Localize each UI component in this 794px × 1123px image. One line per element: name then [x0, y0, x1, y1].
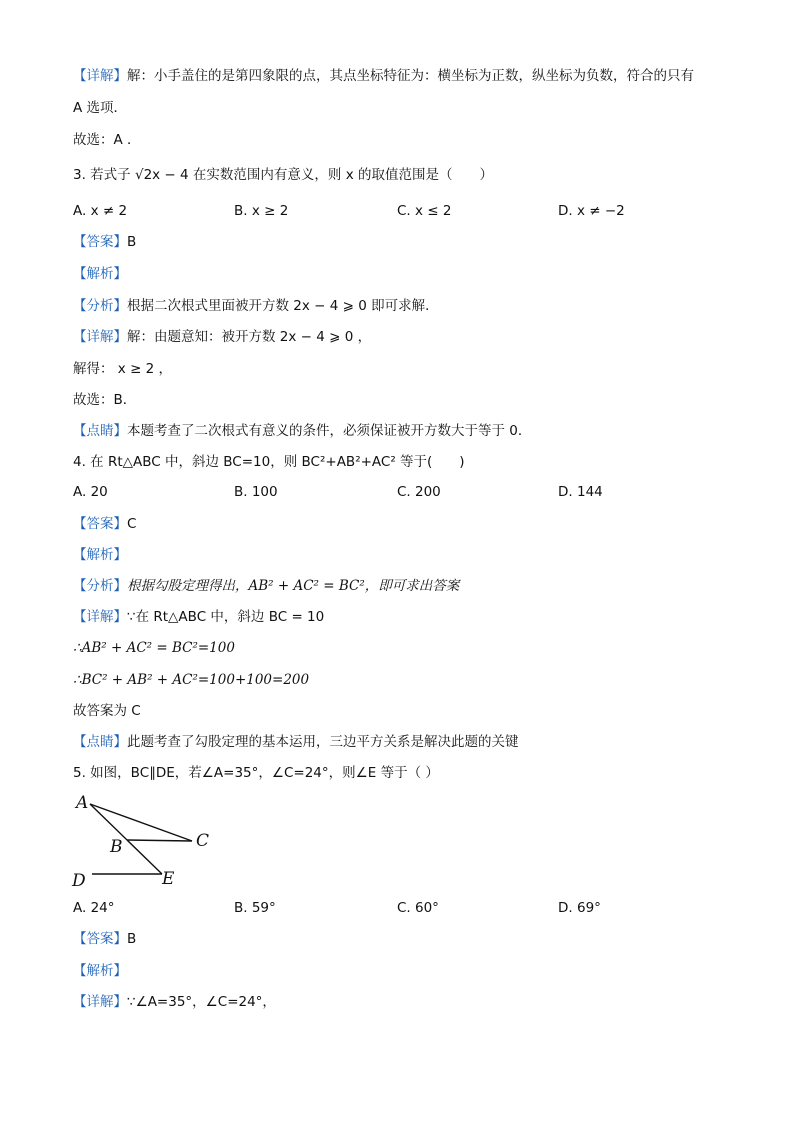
q3-option-b: B. x ≥ 2 — [234, 203, 289, 219]
question-4-stem: 4. 在 Rt△ABC 中，斜边 BC=10，则 BC²+AB²+AC² 等于( ) — [73, 454, 465, 470]
q5-option-a: A. 24° — [73, 900, 115, 916]
label-e: E — [162, 869, 175, 889]
q4-detail: 【详解】∵在 Rt△ABC 中，斜边 BC = 10 — [73, 609, 325, 625]
q3-analysis: 【分析】根据二次根式里面被开方数 2x − 4 ⩾ 0 即可求解． — [73, 298, 439, 314]
q5-option-d: D. 69° — [558, 900, 601, 916]
q3-option-d: D. x ≠ −2 — [558, 203, 625, 219]
label-b: B — [110, 837, 123, 857]
q5-detail: 【详解】∵∠A=35°，∠C=24°， — [73, 994, 276, 1010]
q4-option-c: C. 200 — [397, 484, 441, 500]
line-1: 【详解】解：小手盖住的是第四象限的点，其点坐标特征为：横坐标为正数，纵坐标为负数，符合的只有 — [73, 68, 694, 84]
geometry-figure — [70, 790, 230, 890]
q5-analysis-heading: 【解析】 — [73, 963, 127, 979]
question-3-stem: 3. 若式子 √2x − 4 在实数范围内有意义，则 x 的取值范围是（ ） — [73, 167, 493, 183]
q5-option-b: B. 59° — [234, 900, 276, 916]
segment-ae — [90, 804, 162, 874]
segment-ac — [90, 804, 192, 841]
q5-answer: 【答案】B — [73, 931, 137, 947]
q3-answer: 【答案】B — [73, 234, 137, 250]
segment-bc — [127, 840, 192, 841]
q4-analysis: 【分析】根据勾股定理得出，AB² + AC² = BC²，即可求出答案 — [73, 578, 460, 594]
q4-option-b: B. 100 — [234, 484, 278, 500]
q3-solve: 解得： x ≥ 2 ， — [73, 361, 173, 377]
q4-option-a: A. 20 — [73, 484, 108, 500]
q3-analysis-heading: 【解析】 — [73, 266, 127, 282]
q4-comment: 【点睛】此题考查了勾股定理的基本运用，三边平方关系是解决此题的关键 — [73, 734, 519, 750]
label-a: A — [76, 793, 89, 813]
question-5-stem: 5. 如图，BC∥DE，若∠A=35°，∠C=24°，则∠E 等于（ ） — [73, 765, 439, 781]
q3-choose: 故选：B． — [73, 392, 137, 408]
q3-comment: 【点睛】本题考查了二次根式有意义的条件，必须保证被开方数大于等于 0． — [73, 423, 532, 439]
q4-option-d: D. 144 — [558, 484, 603, 500]
q3-option-c: C. x ≤ 2 — [397, 203, 452, 219]
q4-conclusion: 故答案为 C — [73, 703, 141, 719]
q5-option-c: C. 60° — [397, 900, 439, 916]
q4-step-2: ∴BC² + AB² + AC²=100+100=200 — [73, 672, 310, 688]
q3-option-a: A. x ≠ 2 — [73, 203, 128, 219]
label-c: C — [196, 831, 210, 851]
q3-detail: 【详解】解：由题意知：被开方数 2x − 4 ⩾ 0 ， — [73, 329, 372, 345]
q4-step-1: ∴AB² + AC² = BC²=100 — [73, 640, 235, 656]
label-d: D — [72, 871, 86, 890]
q4-analysis-heading: 【解析】 — [73, 547, 127, 563]
line-3: 故选：A ． — [73, 132, 141, 148]
q4-answer: 【答案】C — [73, 516, 137, 532]
line-2: A 选项． — [73, 100, 128, 116]
